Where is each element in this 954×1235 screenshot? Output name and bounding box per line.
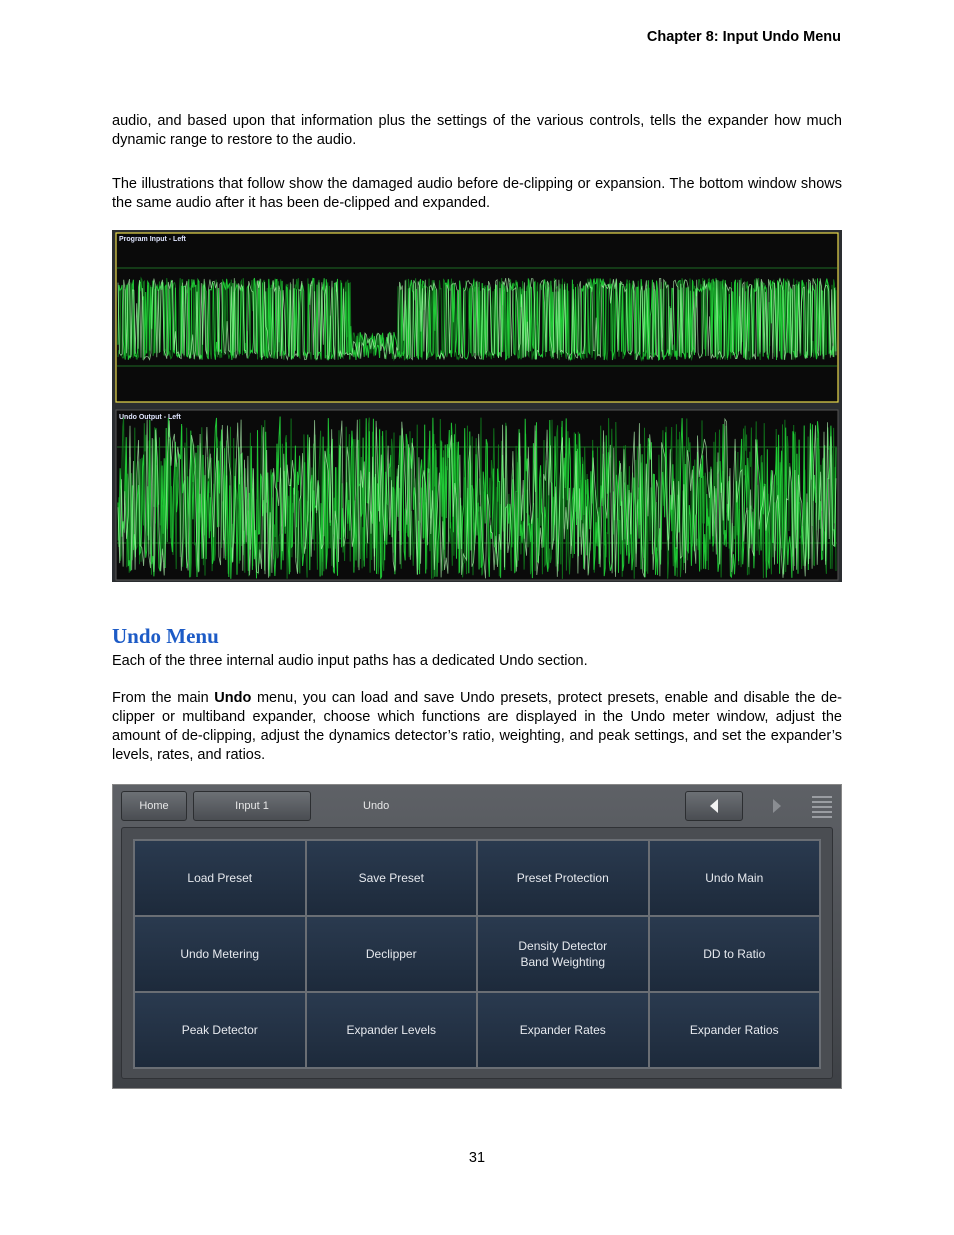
peak-detector-button[interactable]: Peak Detector: [135, 993, 305, 1067]
current-menu-label: Undo: [363, 800, 390, 812]
section-heading: Undo Menu: [112, 624, 219, 648]
expander-levels-button[interactable]: Expander Levels: [307, 993, 477, 1067]
back-button[interactable]: [685, 791, 743, 821]
right-arrow-icon: [771, 798, 783, 814]
home-button[interactable]: Home: [121, 791, 187, 821]
declipper-button[interactable]: Declipper: [307, 917, 477, 991]
menu-list-button[interactable]: [809, 791, 835, 821]
section-intro: Each of the three internal audio input paths has a dedicated Undo section.: [112, 653, 588, 669]
preset-protection-button[interactable]: Preset Protection: [478, 841, 648, 915]
forward-button[interactable]: [751, 791, 803, 821]
menu-button-panel: [121, 827, 833, 1079]
section-body: From the main Undo menu, you can load and save Undo presets, protect presets, enable and disable the de-clipper or multiband expander, choose which functions are displayed in the Undo meter window, adjust the amount of de-clipping, adjust the dynamics detector’s ratio, weighting, and peak settings, and set the expander’s levels, rates, and ratios.: [112, 690, 842, 763]
load-preset-button[interactable]: Load Preset: [135, 841, 305, 915]
dd-to-ratio-button[interactable]: DD to Ratio: [650, 917, 820, 991]
menu-button-grid: [133, 839, 821, 1069]
top-scope-label: Program Input - Left: [119, 236, 186, 243]
paragraph-1: audio, and based upon that information plus the settings of the various controls, tells the expander how much dynamic range to restore to the audio.: [112, 113, 842, 148]
expander-ratios-button[interactable]: Expander Ratios: [650, 993, 820, 1067]
list-icon: [812, 794, 832, 818]
undo-main-button[interactable]: Undo Main: [650, 841, 820, 915]
bottom-scope-label: Undo Output - Left: [119, 414, 181, 421]
menu-toolbar: [121, 789, 833, 823]
density-detector-band-weighting-button[interactable]: Density Detector Band Weighting: [478, 917, 648, 991]
page-number: 31: [468, 1150, 486, 1166]
expander-rates-button[interactable]: Expander Rates: [478, 993, 648, 1067]
input-1-button[interactable]: Input 1: [193, 791, 311, 821]
left-arrow-icon: [708, 798, 720, 814]
undo-metering-button[interactable]: Undo Metering: [135, 917, 305, 991]
undo-menu-screenshot: [112, 784, 842, 1089]
waveform-svg: [112, 230, 842, 582]
save-preset-button[interactable]: Save Preset: [307, 841, 477, 915]
waveform-screenshot: [112, 230, 842, 582]
page-header: Chapter 8: Input Undo Menu: [646, 29, 841, 45]
paragraph-2: The illustrations that follow show the damaged audio before de-clipping or expansion. The bottom window shows the same audio after it has been de-clipped and expanded.: [112, 176, 842, 211]
